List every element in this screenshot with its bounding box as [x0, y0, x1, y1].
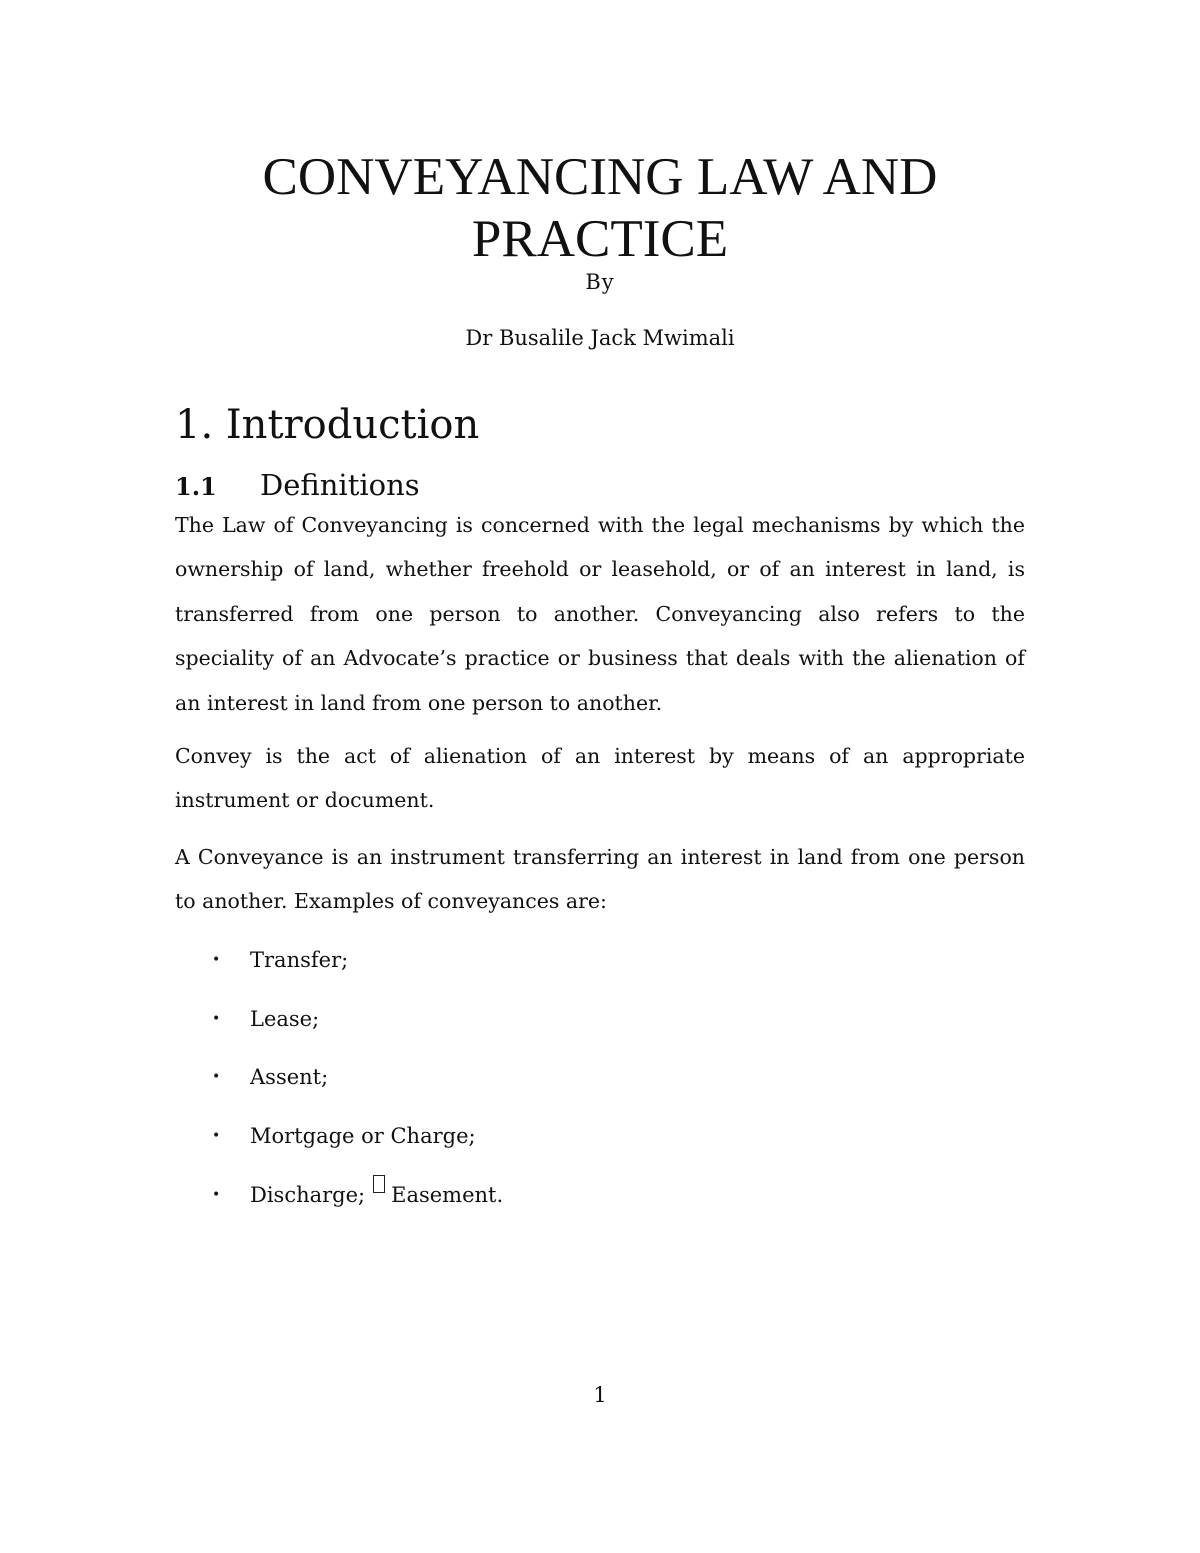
bullet-icon: • — [212, 952, 221, 968]
list-item — [208, 1057, 503, 1116]
page-number: 1 — [593, 1383, 607, 1407]
list-item — [208, 940, 503, 999]
title-line-1: CONVEYANCING LAW AND — [262, 148, 938, 206]
missing-glyph-icon — [373, 1175, 385, 1193]
list-item-text: Discharge; — [250, 1182, 366, 1207]
paragraph-definition-convey: Convey is the act of alienation of an interest by means of an appropriate instrument or document. — [175, 744, 1025, 813]
examples-list — [208, 940, 503, 1233]
bullet-icon: • — [212, 1069, 221, 1086]
subsection-heading — [175, 468, 420, 502]
bullet-icon: • — [212, 1010, 221, 1027]
list-item — [208, 1116, 503, 1175]
list-item-text: Transfer; — [250, 948, 349, 972]
bullet-icon: • — [212, 1186, 221, 1203]
title-line-2: PRACTICE — [471, 210, 729, 268]
subsection-title: Definitions — [260, 468, 420, 502]
subsection-number: 1.1 — [175, 472, 217, 501]
paragraph-definition-conveyance: A Conveyance is an instrument transferring an interest in land from one person to another. Examples of conveyances are: — [175, 845, 1025, 914]
list-item-text: Mortgage or Charge; — [250, 1124, 476, 1149]
list-item-text: Easement. — [391, 1182, 504, 1207]
list-item-text: Assent; — [250, 1065, 329, 1090]
paragraph-definition-law: The Law of Conveyancing is concerned with the legal mechanisms by which the ownership of land, whether freehold or leasehold, or of an interest in land, is transferred from one person to another. Conveyancing also refers to the speciality of an Advocate’s practice or business that deals with the alienation of an interest in land from one person to another. — [175, 513, 1025, 715]
list-item — [208, 1175, 503, 1234]
author-name: Dr Busalile Jack Mwimali — [465, 326, 735, 350]
list-item-text: Lease; — [250, 1006, 320, 1031]
section-heading: 1. Introduction — [175, 402, 480, 448]
document-title — [0, 146, 1200, 270]
bullet-icon: • — [212, 1128, 221, 1145]
by-line: By — [585, 270, 615, 294]
list-item — [208, 999, 503, 1058]
